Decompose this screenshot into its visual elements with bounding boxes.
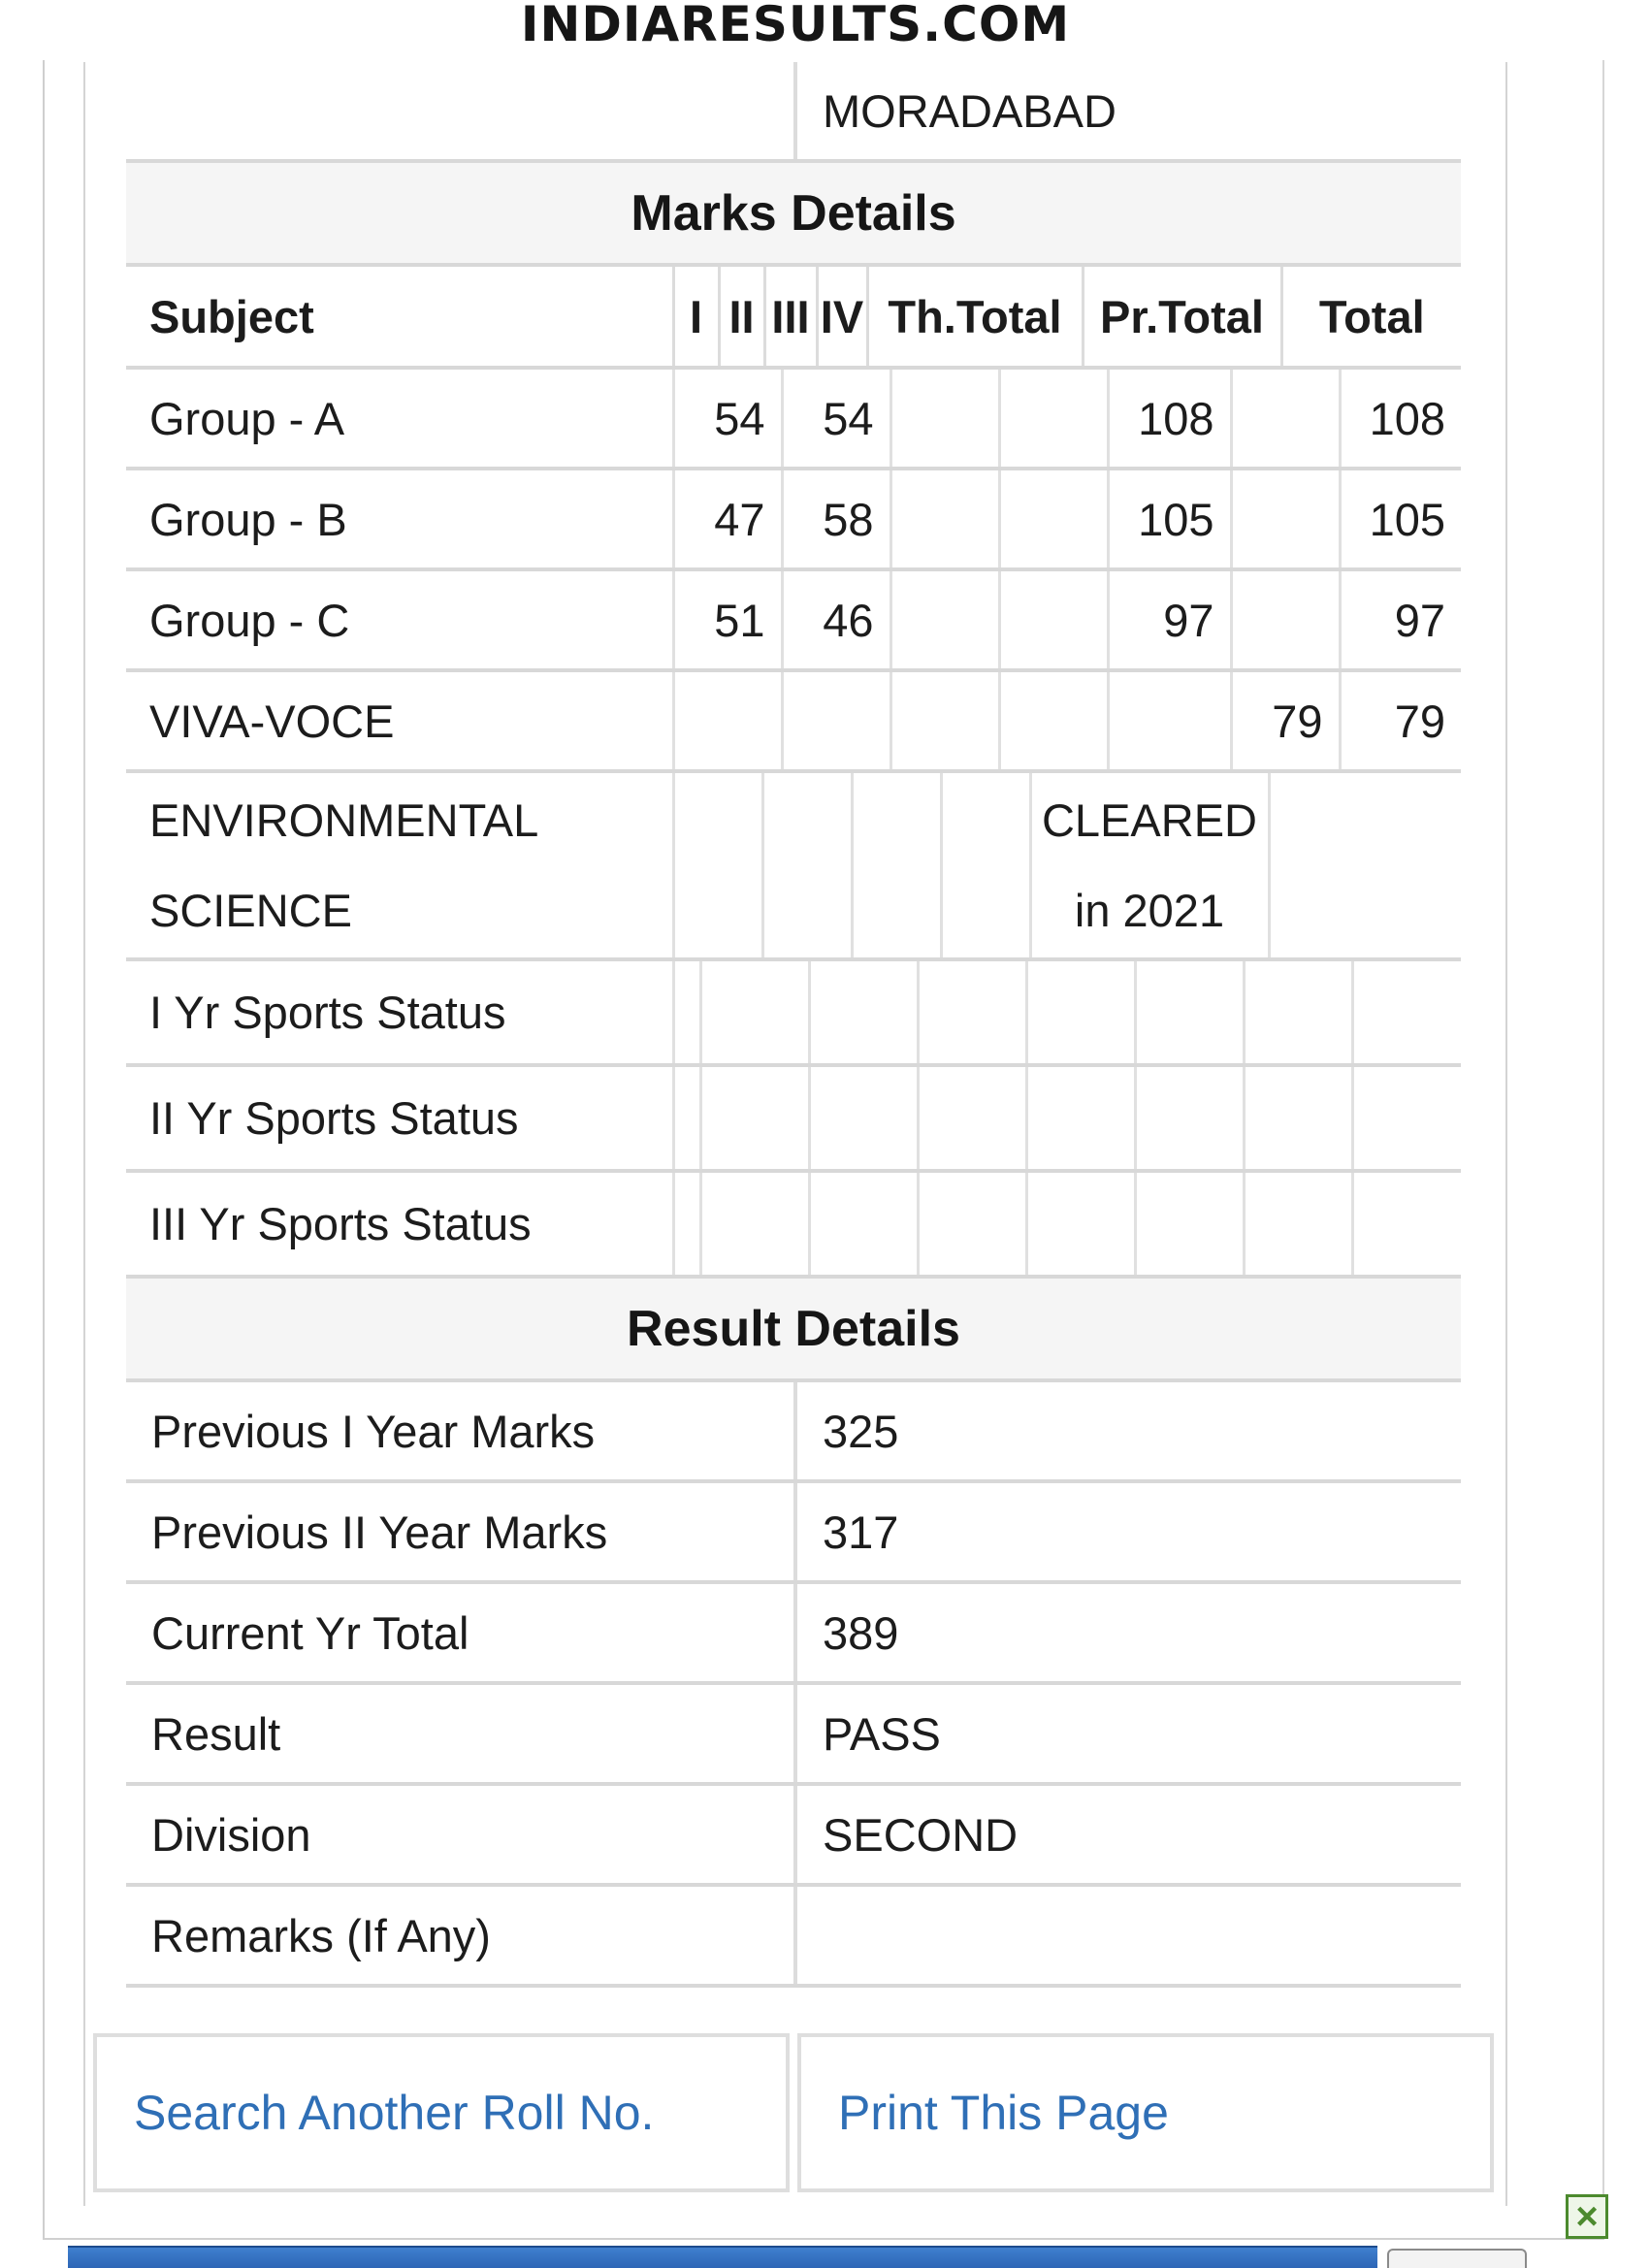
marks-row [126,469,1461,569]
sports-cell [673,1171,700,1277]
marks-table [126,163,1461,370]
sports-cell [809,1065,918,1171]
header-i: I [673,265,719,368]
header-iv: IV [817,265,867,368]
row-total: 108 [1340,370,1461,469]
result-value: PASS [795,1683,1461,1784]
result-value: 389 [795,1582,1461,1683]
sports-cell [673,961,700,1065]
row-pr-total [1231,569,1340,670]
sports-cell [1244,1171,1352,1277]
sports-cell [1244,1065,1352,1171]
result-value [795,1885,1461,1986]
result-row [126,1784,1461,1885]
result-row [126,1683,1461,1784]
env-science-line2: SCIENCE [149,885,352,936]
row-iii [890,569,999,670]
env-science-subject [126,773,673,959]
sports-cell [1135,1171,1244,1277]
search-another-roll-link[interactable]: Search Another Roll No. [134,2086,655,2140]
env-cell [762,773,852,959]
result-section-header [126,1279,1461,1380]
row-iii [890,469,999,569]
env-cell [852,773,941,959]
row-subject: Group - C [126,569,673,670]
env-science-line1: ENVIRONMENTAL [149,794,539,846]
print-page-link[interactable]: Print This Page [838,2086,1169,2140]
env-science-row [126,773,1461,959]
sports-label: II Yr Sports Status [126,1065,673,1171]
sports-cell [1135,1065,1244,1171]
row-total: 105 [1340,469,1461,569]
row-th-total: 108 [1108,370,1231,469]
sports-cell [809,1171,918,1277]
row-total: 97 [1340,569,1461,670]
result-value: 325 [795,1380,1461,1481]
result-label: Result [126,1683,795,1784]
row-total: 79 [1340,670,1461,771]
result-content [126,62,1461,1988]
row-ii [782,670,890,771]
sports-cell [1352,1065,1461,1171]
result-label: Previous II Year Marks [126,1481,795,1582]
sports-cell [700,1065,809,1171]
sports-cell [1026,1065,1135,1171]
close-icon[interactable]: × [1566,2194,1608,2239]
print-link-box [797,2033,1494,2192]
header-pr-total: Pr.Total [1083,265,1281,368]
row-iv [999,370,1108,469]
marks-section-header [126,163,1461,265]
row-subject: Group - A [126,370,673,469]
result-label: Remarks (If Any) [126,1885,795,1986]
row-iv [999,569,1108,670]
header-ii: II [719,265,764,368]
result-row [126,1885,1461,1986]
row-th-total [1108,670,1231,771]
marks-row [126,670,1461,771]
marks-section-title: Marks Details [126,163,1461,265]
env-status-line1: CLEARED [1041,794,1257,846]
row-subject: Group - B [126,469,673,569]
row-subject: VIVA-VOCE [126,670,673,771]
district-value: MORADABAD [795,62,1461,161]
row-ii: 58 [782,469,890,569]
sports-cell [1352,1171,1461,1277]
result-row [126,1481,1461,1582]
row-i [673,670,782,771]
result-label: Current Yr Total [126,1582,795,1683]
search-link-box [93,2033,790,2192]
bottom-bar [68,2246,1377,2268]
sports-cell [673,1065,700,1171]
marks-rows-table [126,370,1461,773]
bottom-tab-button[interactable] [1387,2249,1527,2268]
district-label-cell [126,62,795,161]
header-iii: III [764,265,817,368]
site-title: INDIARESULTS.COM [520,0,1071,52]
env-science-status [1030,773,1269,959]
sports-table [126,961,1461,1279]
result-row [126,1380,1461,1481]
row-i: 54 [673,370,782,469]
row-i: 51 [673,569,782,670]
marks-row [126,370,1461,469]
env-science-table [126,773,1461,961]
result-label: Previous I Year Marks [126,1380,795,1481]
row-iii [890,670,999,771]
footer-links [89,2033,1498,2192]
marks-header-row [126,265,1461,368]
result-value: 317 [795,1481,1461,1582]
sports-label: III Yr Sports Status [126,1171,673,1277]
header-subject: Subject [126,265,673,368]
row-pr-total [1231,469,1340,569]
result-value: SECOND [795,1784,1461,1885]
result-row [126,1582,1461,1683]
sports-cell [1135,961,1244,1065]
env-cell [941,773,1030,959]
sports-cell [700,1171,809,1277]
env-cell [1269,773,1461,959]
district-row [126,62,1461,161]
row-iii [890,370,999,469]
header-total: Total [1281,265,1461,368]
row-th-total: 97 [1108,569,1231,670]
sports-cell [809,961,918,1065]
result-label: Division [126,1784,795,1885]
sports-cell [700,961,809,1065]
sports-cell [1026,1171,1135,1277]
sports-cell [1244,961,1352,1065]
row-i: 47 [673,469,782,569]
env-cell [673,773,762,959]
env-status-line2: in 2021 [1074,885,1225,936]
marks-row [126,569,1461,670]
row-pr-total: 79 [1231,670,1340,771]
row-ii: 54 [782,370,890,469]
row-ii: 46 [782,569,890,670]
sports-row [126,1065,1461,1171]
sports-row [126,961,1461,1065]
result-section-title: Result Details [126,1279,1461,1380]
sports-cell [918,961,1026,1065]
sports-cell [918,1065,1026,1171]
sports-label: I Yr Sports Status [126,961,673,1065]
row-th-total: 105 [1108,469,1231,569]
header-th-total: Th.Total [867,265,1083,368]
row-pr-total [1231,370,1340,469]
sports-cell [1026,961,1135,1065]
result-table [126,1279,1461,1988]
row-iv [999,670,1108,771]
sports-cell [918,1171,1026,1277]
district-table [126,62,1461,163]
sports-cell [1352,961,1461,1065]
row-iv [999,469,1108,569]
sports-row [126,1171,1461,1277]
